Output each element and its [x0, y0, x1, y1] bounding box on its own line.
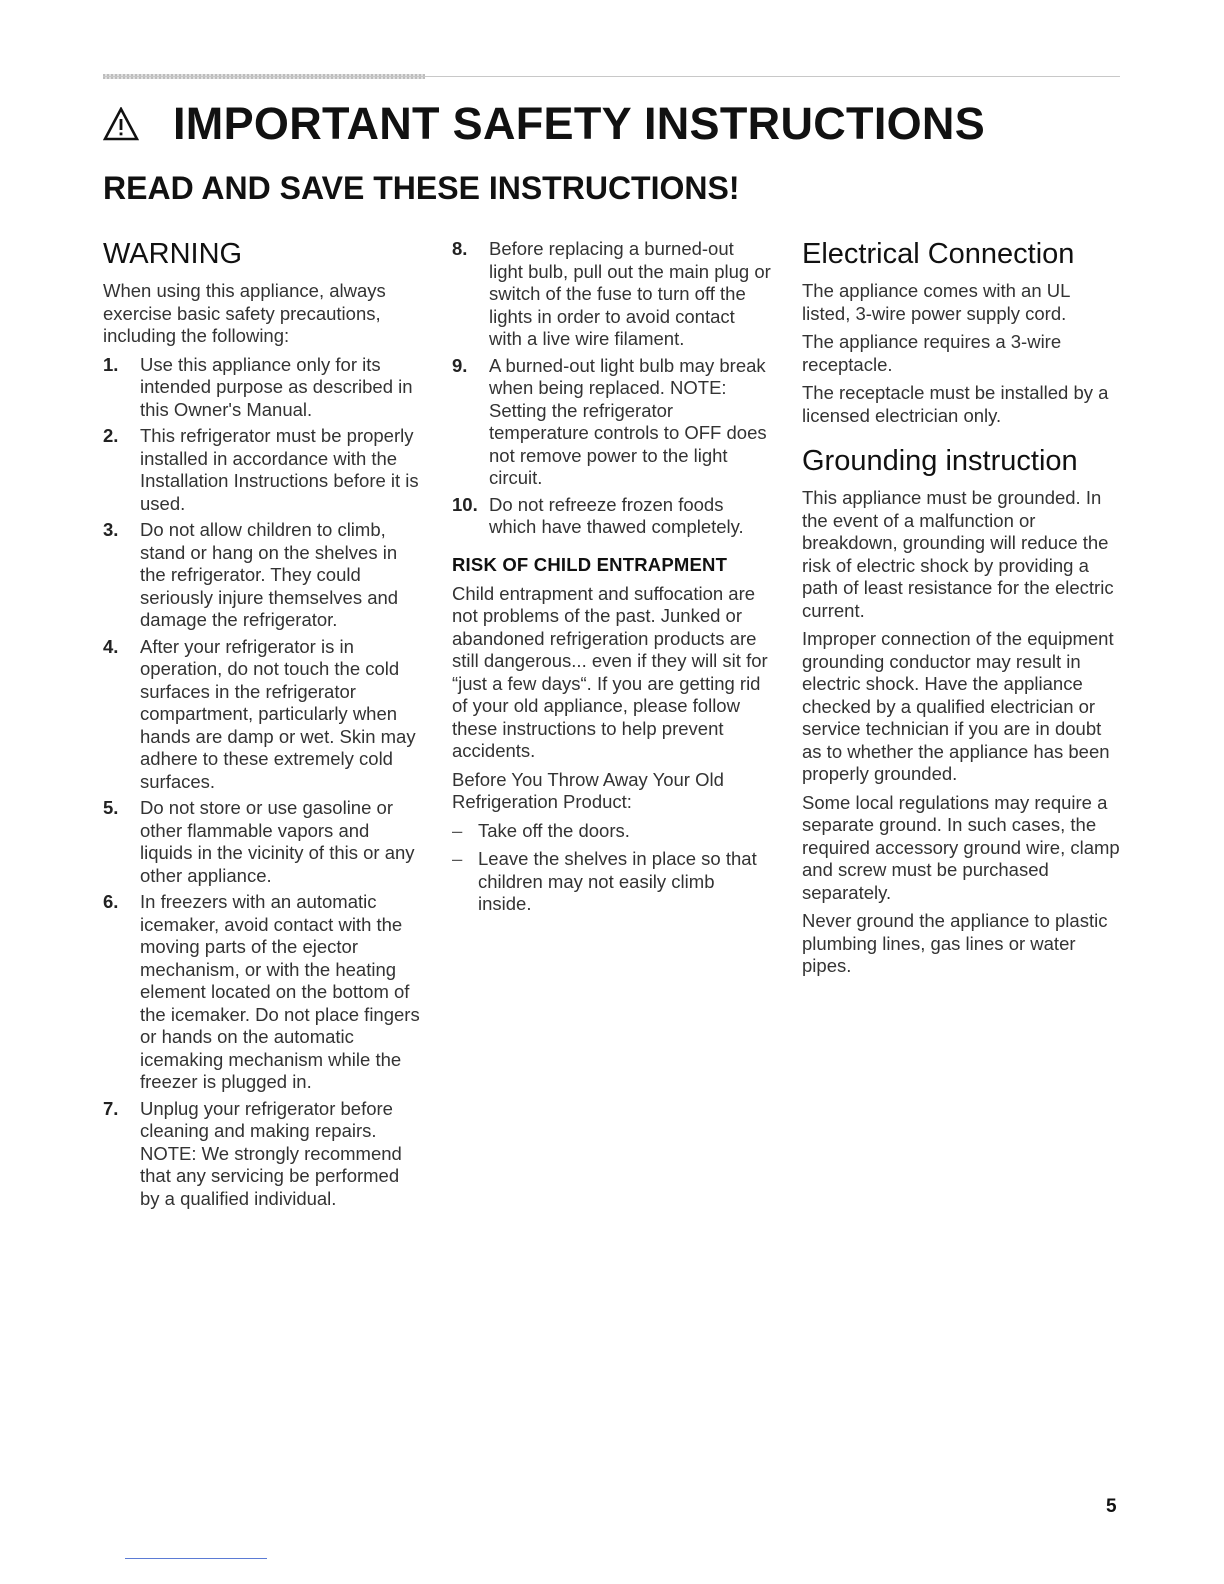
list-item — [452, 494, 772, 539]
risk-paragraph: Child entrapment and suffocation are not problems of the past. Junked or abandoned refrigeration products are still dangerous... even if they will sit for “just a few days“. If you are getting rid of your old appliance, please follow these instructions to help prevent accidents. — [452, 582, 768, 761]
list-item — [452, 355, 772, 490]
list-item-text: Before replacing a burned-out light bulb, pull out the main plug or switch of the fuse to turn off the lights in order to avoid contact with a live wire filament. — [489, 238, 771, 349]
list-item-number: 5. — [103, 797, 119, 818]
safety-list-part-1 — [103, 354, 421, 1211]
list-item-text: After your refrigerator is in operation, do not touch the cold surfaces in the refrigerator compartment, particularly when hands are damp or wet. Skin may adhere to these extremely cold surfaces. — [140, 635, 416, 792]
list-item-number: 9. — [452, 354, 468, 376]
list-item-number: 7. — [103, 1097, 119, 1119]
list-item-text: Do not allow children to climb, stand or hang on the shelves in the refrigerator. They could seriously injure themselves and damage the refrigerator. — [140, 519, 399, 630]
list-item — [103, 797, 421, 887]
warning-intro: When using this appliance, always exercise basic safety precautions, including the following: — [103, 280, 386, 346]
page-title-text: IMPORTANT SAFETY INSTRUCTIONS — [173, 98, 986, 149]
page-subtitle: READ AND SAVE THESE INSTRUCTIONS! — [103, 170, 740, 206]
list-item-text: Leave the shelves in place so that children may not easily climb inside. — [478, 848, 757, 914]
list-item-text: Unplug your refrigerator before cleaning and making repairs. NOTE: We strongly recommend that any servicing be performed by a qualified individual. — [140, 1097, 402, 1209]
list-item — [103, 519, 421, 632]
list-item — [103, 425, 421, 515]
list-item-text: Do not store or use gasoline or other flammable vapors and liquids in the vicinity of this or any other appliance. — [140, 797, 415, 886]
column-electrical — [802, 236, 1122, 984]
electrical-paragraph: The appliance comes with an UL listed, 3-wire power supply cord. — [802, 280, 1070, 324]
list-item — [103, 891, 421, 1094]
list-item — [103, 636, 421, 794]
list-item-text: This refrigerator must be properly installed in accordance with the Installation Instructions before it is used. — [140, 425, 419, 514]
grounding-paragraph: Some local regulations may require a separate ground. In such cases, the required accessory ground wire, clamp and screw must be purchased separately. — [802, 791, 1120, 903]
list-item-number: 4. — [103, 635, 119, 657]
grounding-paragraph: Improper connection of the equipment grounding conductor may result in electric shock. Have the appliance checked by a qualified electrician or service technician if you are in doubt as to whether the appliance has been properly grounded. — [802, 628, 1114, 784]
safety-list-part-2 — [452, 238, 772, 539]
page-title — [103, 98, 985, 150]
list-item — [452, 820, 772, 843]
page-number: 5 — [1106, 1496, 1117, 1517]
list-item-number: 10. — [452, 493, 478, 515]
grounding-heading: Grounding instruction — [802, 445, 1078, 477]
warning-triangle-icon — [103, 107, 139, 141]
list-item-text: A burned-out light bulb may break when being replaced. NOTE: Setting the refrigerator temperature controls to OFF does not remove power to the light circuit. — [489, 354, 767, 488]
footer-rule — [125, 1558, 267, 1559]
risk-before-text: Before You Throw Away Your Old Refrigeration Product: — [452, 768, 724, 812]
risk-heading: RISK OF CHILD ENTRAPMENT — [452, 553, 728, 575]
electrical-heading: Electrical Connection — [802, 238, 1075, 270]
column-warning — [103, 236, 421, 1214]
grounding-paragraph: This appliance must be grounded. In the event of a malfunction or breakdown, grounding will reduce the risk of electric shock by providing a path of least resistance for the electric current. — [802, 487, 1114, 621]
list-item — [103, 1098, 421, 1211]
warning-heading: WARNING — [103, 238, 243, 270]
dash-bullet: – — [452, 819, 463, 841]
disposal-steps — [452, 820, 772, 916]
header-rule — [103, 76, 1120, 77]
dash-bullet: – — [452, 848, 463, 869]
list-item-number: 6. — [103, 891, 119, 912]
electrical-paragraph: The appliance requires a 3-wire receptacle. — [802, 331, 1062, 375]
electrical-paragraph: The receptacle must be installed by a licensed electrician only. — [802, 382, 1109, 426]
list-item-number: 3. — [103, 519, 119, 540]
list-item-number: 2. — [103, 425, 119, 446]
list-item-text: Do not refreeze frozen foods which have thawed completely. — [489, 493, 744, 537]
list-item-text: In freezers with an automatic icemaker, avoid contact with the moving parts of the ejector mechanism, or with the heating element located on the bottom of the icemaker. Do not place fingers or hands on the automatic icemaking mechanism while the freezer is plugged in. — [140, 891, 420, 1092]
list-item — [452, 848, 772, 916]
column-continued — [452, 238, 772, 922]
list-item-text: Use this appliance only for its intended purpose as described in this Owner's Manual. — [140, 353, 413, 420]
list-item-number: 1. — [103, 353, 119, 375]
list-item-number: 8. — [452, 238, 468, 259]
grounding-paragraph: Never ground the appliance to plastic plumbing lines, gas lines or water pipes. — [802, 910, 1108, 976]
list-item-text: Take off the doors. — [478, 819, 630, 841]
list-item — [103, 354, 421, 422]
list-item — [452, 238, 772, 351]
